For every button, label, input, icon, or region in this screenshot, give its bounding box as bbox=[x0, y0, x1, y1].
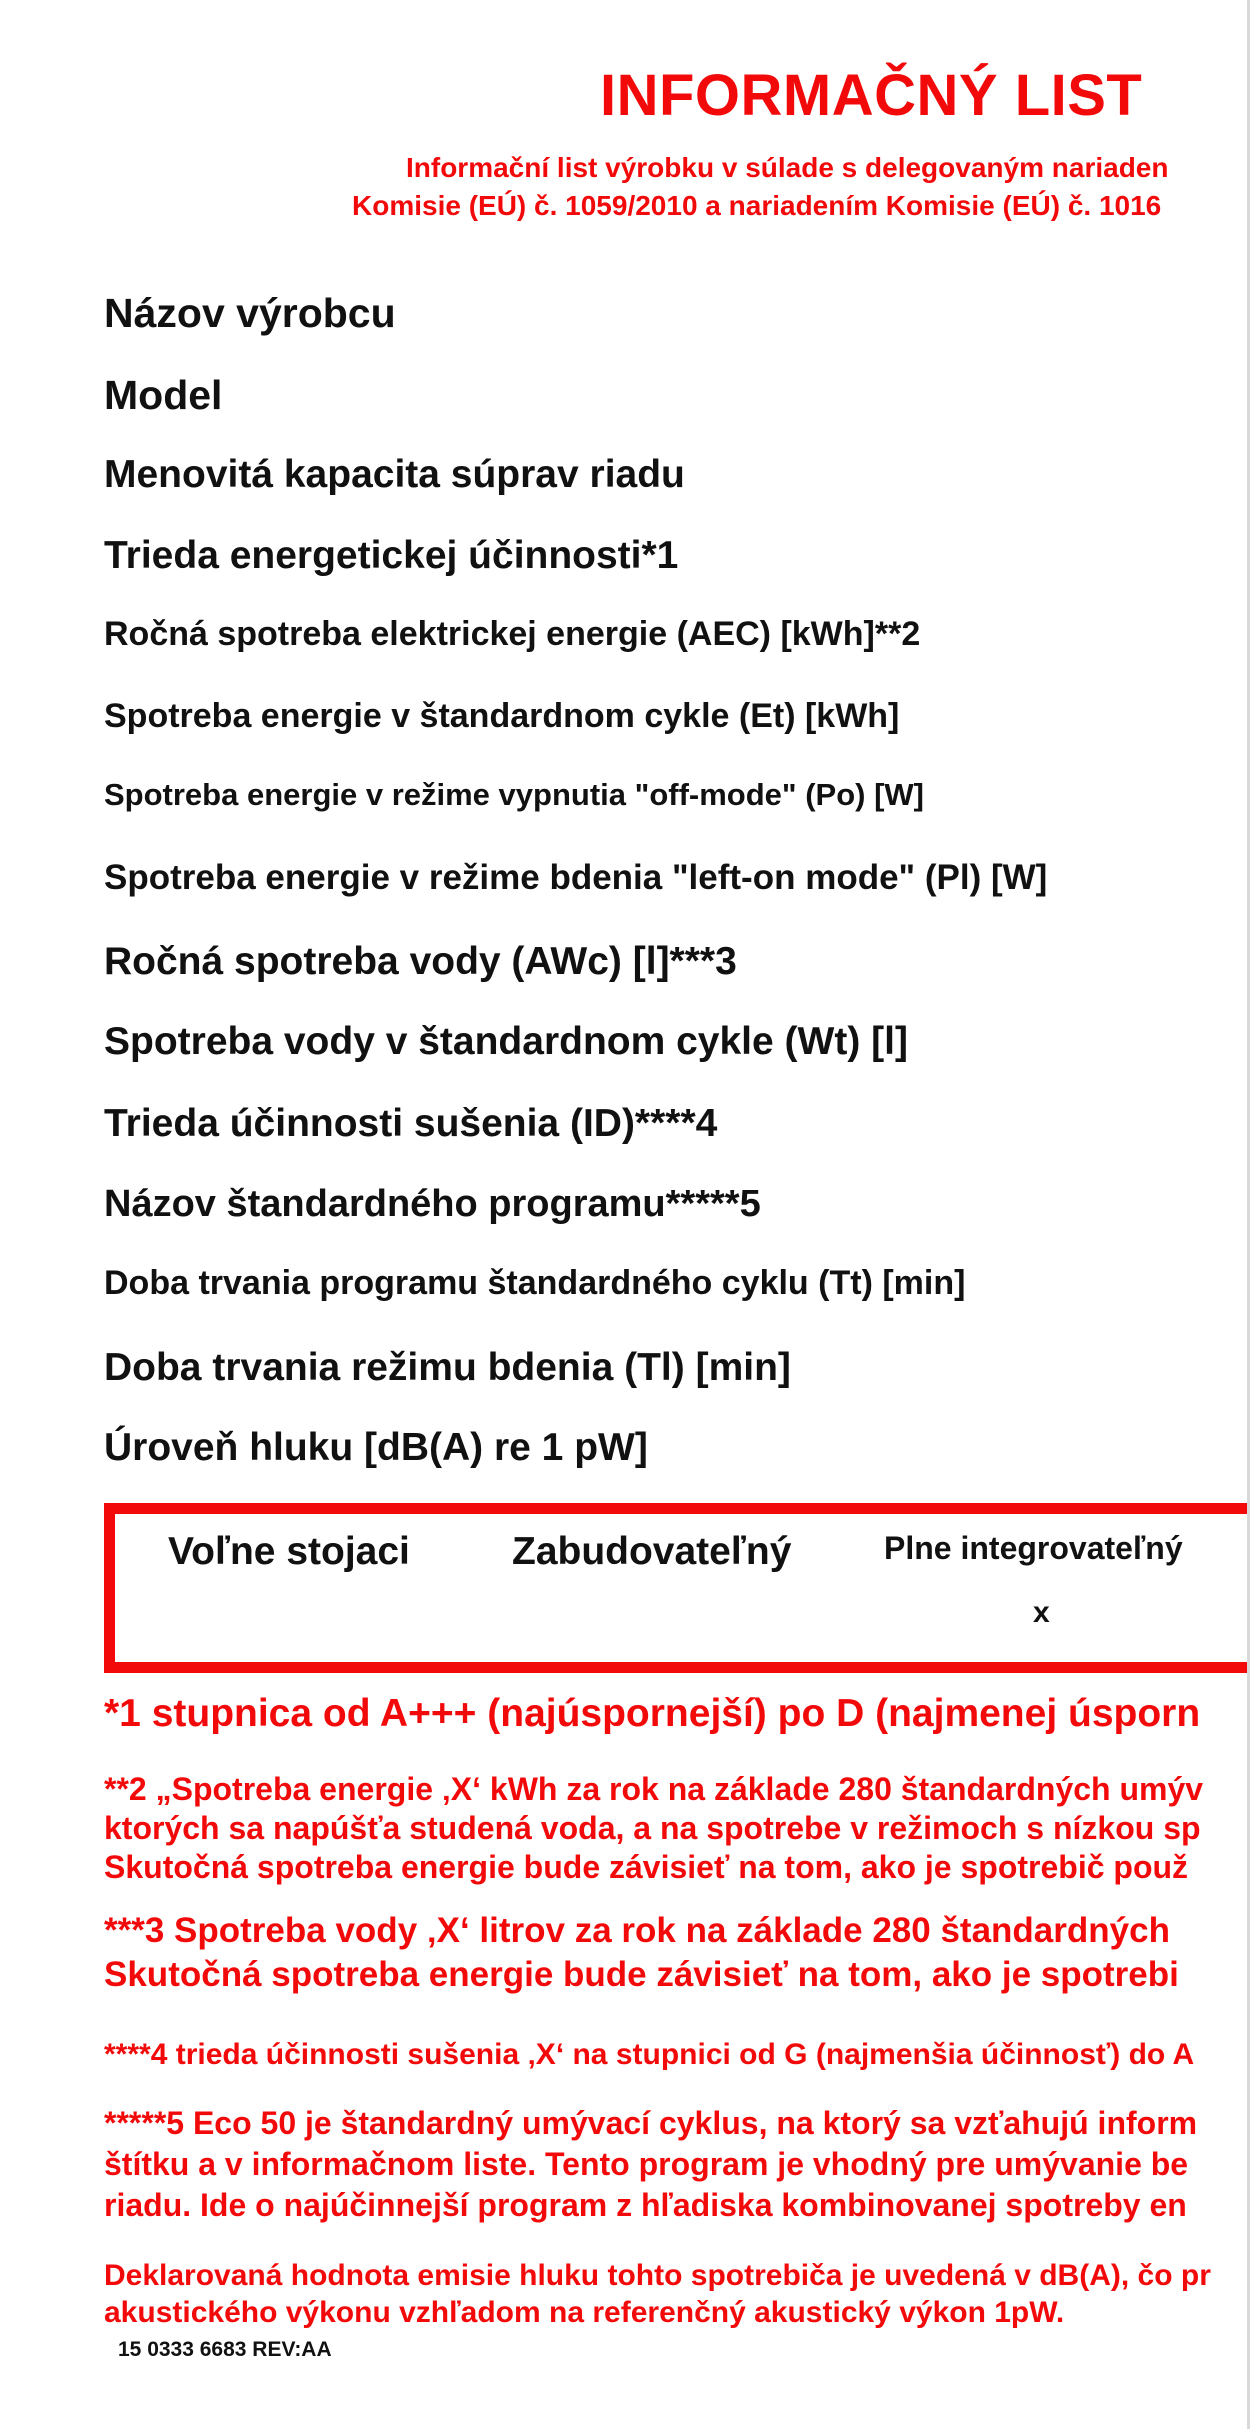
field-wt: Spotreba vody v štandardnom cykle (Wt) [l] bbox=[104, 1020, 908, 1063]
note-1: *1 stupnica od A+++ (najúspornejší) po D (najmenej úsporn bbox=[104, 1692, 1201, 1735]
note-3-line-2: Skutočná spotreba energie bude závisieť na tom, ako je spotrebi bbox=[104, 1955, 1179, 1994]
field-aec: Ročná spotreba elektrickej energie (AEC) [kWh]**2 bbox=[104, 615, 921, 653]
field-noise: Úroveň hluku [dB(A) re 1 pW] bbox=[104, 1426, 648, 1469]
field-po: Spotreba energie v režime vypnutia "off-mode" (Po) [W] bbox=[104, 777, 924, 812]
note-5-line-2: štítku a v informačnom liste. Tento program je vhodný pre umývanie be bbox=[104, 2146, 1189, 2182]
installation-type-box bbox=[104, 1503, 1250, 1673]
field-model: Model bbox=[104, 372, 223, 418]
note-5-line-3: riadu. Ide o najúčinnejší program z hľadiska kombinovanej spotreby en bbox=[104, 2187, 1187, 2223]
field-et: Spotreba energie v štandardnom cykle (Et) [kWh] bbox=[104, 697, 900, 735]
field-energy-class: Trieda energetickej účinnosti*1 bbox=[104, 534, 679, 577]
noise-declaration-line-2: akustického výkonu vzhľadom na referenčný akustický výkon 1pW. bbox=[104, 2296, 1065, 2329]
field-tt: Doba trvania programu štandardného cyklu (Tt) [min] bbox=[104, 1264, 966, 1302]
field-program-name: Názov štandardného programu*****5 bbox=[104, 1183, 761, 1225]
option-freestanding: Voľne stojaci bbox=[168, 1530, 410, 1573]
note-4: ****4 trieda účinnosti sušenia ‚X‘ na stupnici od G (najmenšia účinnosť) do A bbox=[104, 2038, 1195, 2071]
note-5-line-1: *****5 Eco 50 je štandardný umývací cyklus, na ktorý sa vzťahujú inform bbox=[104, 2105, 1198, 2141]
document-code: 15 0333 6683 REV:AA bbox=[118, 2338, 332, 2361]
field-capacity: Menovitá kapacita súprav riadu bbox=[104, 453, 685, 496]
field-tl: Doba trvania režimu bdenia (Tl) [min] bbox=[104, 1346, 791, 1389]
field-manufacturer: Názov výrobcu bbox=[104, 290, 396, 336]
note-2-line-3: Skutočná spotreba energie bude závisieť na tom, ako je spotrebič použ bbox=[104, 1849, 1189, 1885]
option-fully-integrated: Plne integrovateľný bbox=[884, 1530, 1183, 1566]
noise-declaration-line-1: Deklarovaná hodnota emisie hluku tohto spotrebiča je uvedená v dB(A), čo pr bbox=[104, 2259, 1211, 2292]
field-pl: Spotreba energie v režime bdenia "left-on mode" (Pl) [W] bbox=[104, 858, 1048, 897]
note-2-line-1: **2 „Spotreba energie ‚X‘ kWh za rok na základe 280 štandardných umýv bbox=[104, 1771, 1204, 1807]
note-3-line-1: ***3 Spotreba vody ‚X‘ litrov za rok na základe 280 štandardných bbox=[104, 1911, 1170, 1950]
sheet-title: INFORMAČNÝ LIST bbox=[600, 63, 1143, 128]
field-awc: Ročná spotreba vody (AWc) [l]***3 bbox=[104, 940, 737, 983]
option-selected-mark: x bbox=[1033, 1596, 1050, 1629]
sheet-subtitle-line-2: Komisie (EÚ) č. 1059/2010 a nariadením Komisie (EÚ) č. 1016 bbox=[352, 190, 1162, 221]
sheet-subtitle-line-1: Informační list výrobku v súlade s delegovaným nariaden bbox=[406, 152, 1169, 183]
field-drying-class: Trieda účinnosti sušenia (ID)****4 bbox=[104, 1102, 718, 1145]
option-built-in: Zabudovateľný bbox=[512, 1530, 792, 1573]
note-2-line-2: ktorých sa napúšťa studená voda, a na spotrebe v režimoch s nízkou sp bbox=[104, 1810, 1201, 1846]
